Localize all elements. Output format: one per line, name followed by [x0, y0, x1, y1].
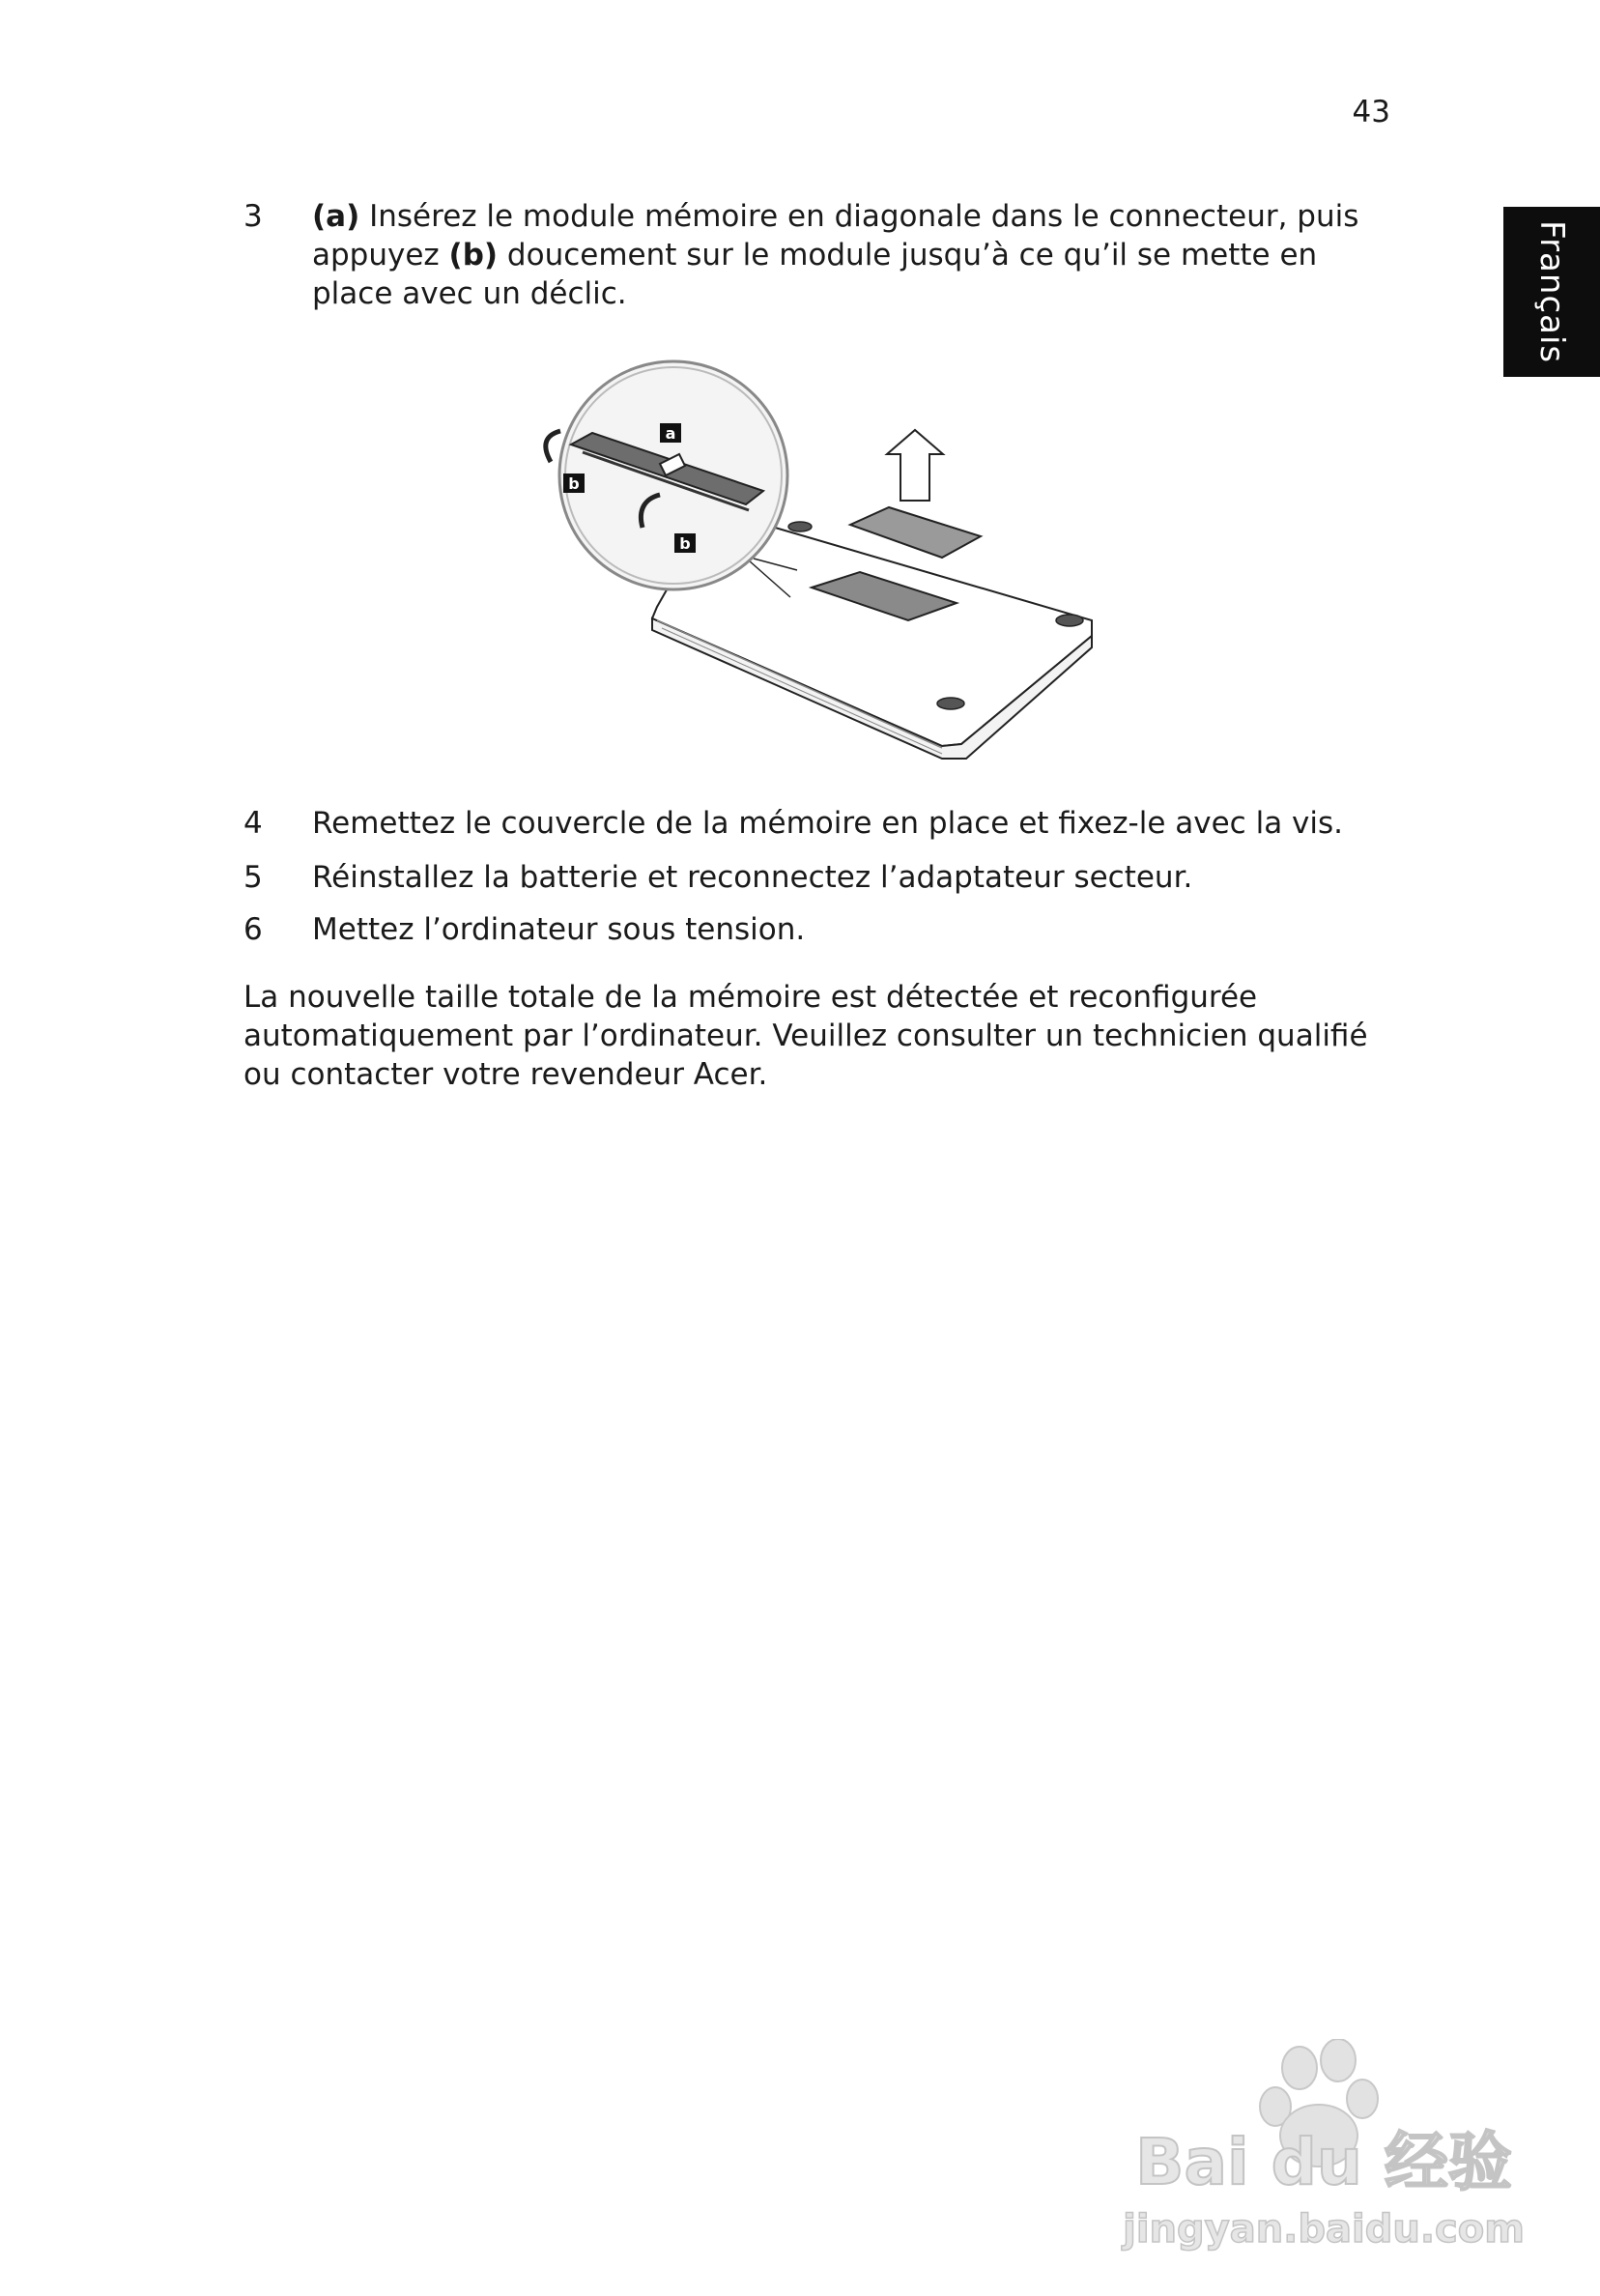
step-5: [243, 858, 1384, 897]
step-b-label: (b): [448, 238, 499, 273]
conclusion-paragraph: La nouvelle taille totale de la mémoire est détectée et reconfigurée automatiquement par l’ordinateur. Veuillez consulter un technicien qualifié ou contacter votre revendeur Acer.: [243, 980, 1368, 1092]
step-number: 6: [243, 912, 263, 947]
lift-arrow-icon: [887, 430, 943, 501]
step-6: [243, 910, 1384, 949]
baidu-watermark: [1121, 2039, 1527, 2261]
step-3: [243, 197, 1384, 313]
language-tab: [1503, 207, 1600, 377]
step-number: 5: [243, 860, 263, 895]
step-b-text: doucement sur le module jusqu’à ce qu’il se mette en place avec un déclic.: [312, 238, 1318, 311]
step-text: Mettez l’ordinateur sous tension.: [312, 912, 806, 947]
callout-a: a: [665, 424, 676, 443]
step-text: Réinstallez la batterie et reconnectez l’adaptateur secteur.: [312, 860, 1193, 895]
step-4: [243, 804, 1384, 843]
step-a-text: Insérez le module mémoire en diagonale dans le connecteur, puis appuyez: [312, 199, 1359, 273]
language-tab-label: Français: [1532, 219, 1571, 364]
step-number: 3: [243, 199, 263, 234]
callout-b-left: b: [568, 474, 580, 493]
watermark-url: jingyan.baidu.com: [1123, 2207, 1525, 2252]
callout-b-right: b: [679, 534, 691, 553]
step-a-label: (a): [312, 199, 360, 234]
page-number: 43: [1352, 95, 1390, 129]
watermark-brand: Bai du 经验: [1135, 2125, 1512, 2199]
memory-install-illustration: [517, 348, 1108, 761]
memory-cover: [850, 507, 981, 558]
step-text: Remettez le couvercle de la mémoire en place et fixez-le avec la vis.: [312, 806, 1344, 841]
press-arrow-left-icon: [546, 431, 560, 462]
zoom-inset: [546, 361, 787, 589]
step-text: [312, 197, 1384, 313]
step-number: 4: [243, 806, 263, 841]
